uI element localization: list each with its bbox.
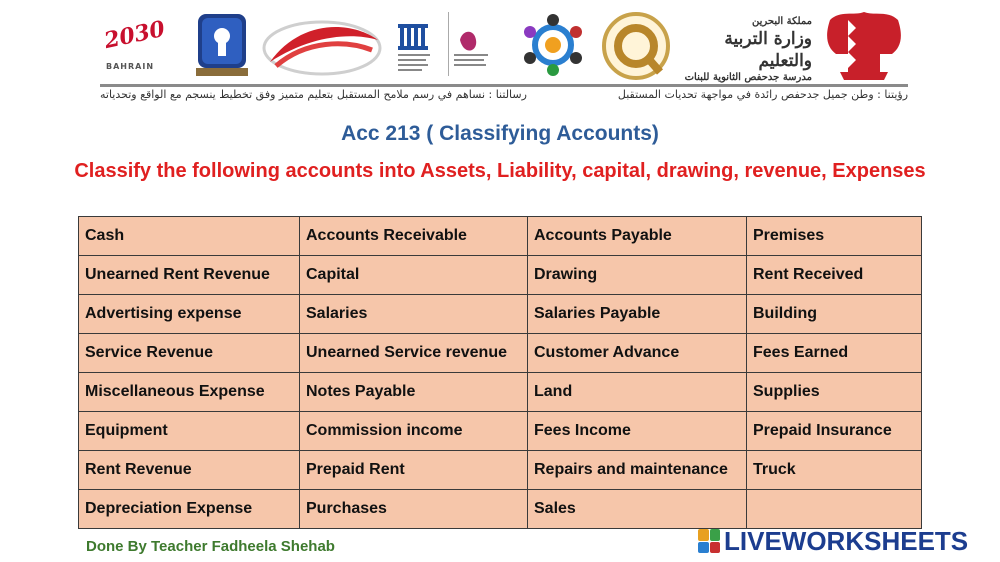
table-cell[interactable]: Notes Payable bbox=[300, 373, 528, 412]
table-cell[interactable]: Accounts Receivable bbox=[300, 217, 528, 256]
liveworksheets-brand[interactable] bbox=[698, 527, 968, 555]
table-row bbox=[79, 490, 922, 529]
table-cell[interactable]: Service Revenue bbox=[79, 334, 300, 373]
ministry-line-country: مملكة البحرين bbox=[751, 16, 812, 27]
table-cell[interactable]: Land bbox=[528, 373, 747, 412]
table-cell[interactable]: Building bbox=[747, 295, 922, 334]
table-cell[interactable]: Fees Income bbox=[528, 412, 747, 451]
liveworksheets-logo-icon bbox=[698, 529, 720, 553]
table-cell[interactable]: Commission income bbox=[300, 412, 528, 451]
table-cell[interactable]: Rent Received bbox=[747, 256, 922, 295]
table-cell[interactable]: Advertising expense bbox=[79, 295, 300, 334]
table-cell[interactable]: Equipment bbox=[79, 412, 300, 451]
instruction-text: Classify the following accounts into Assets, Liability, capital, drawing, revenue, Expenses bbox=[74, 160, 926, 182]
unesco-emblem-icon bbox=[390, 10, 502, 82]
table-cell[interactable]: Salaries bbox=[300, 295, 528, 334]
table-cell[interactable]: Repairs and maintenance bbox=[528, 451, 747, 490]
bahrain-crest-icon bbox=[820, 8, 908, 82]
table-row bbox=[79, 334, 922, 373]
ministry-line-ministry: وزارة التربية والتعليم bbox=[724, 29, 812, 71]
table-cell[interactable]: Prepaid Insurance bbox=[747, 412, 922, 451]
quality-award-icon bbox=[598, 10, 678, 82]
page-title: Acc 213 ( Classifying Accounts) bbox=[341, 122, 659, 145]
header-divider bbox=[100, 84, 908, 87]
mission-statement: رسالتنا : نساهم في رسم ملامح المستقبل بتعليم متميز وفق تخطيط ينسجم مع الواقع وتحدياته bbox=[100, 88, 527, 101]
table-cell[interactable]: Fees Earned bbox=[747, 334, 922, 373]
table-cell[interactable]: Customer Advance bbox=[528, 334, 747, 373]
logo-2030-country: BAHRAIN bbox=[106, 62, 155, 71]
accounts-table bbox=[78, 216, 922, 529]
table-cell[interactable]: Salaries Payable bbox=[528, 295, 747, 334]
liveworksheets-wordmark: LIVEWORKSHEETS bbox=[724, 525, 969, 556]
values-wheel-icon bbox=[518, 12, 588, 78]
table-cell[interactable]: Miscellaneous Expense bbox=[79, 373, 300, 412]
table-cell[interactable]: Accounts Payable bbox=[528, 217, 747, 256]
ministry-line-school: مدرسة جدحفص الثانوية للبنات bbox=[684, 72, 812, 83]
ministry-title bbox=[684, 16, 812, 83]
table-cell[interactable]: Purchases bbox=[300, 490, 528, 529]
swoosh-emblem-icon bbox=[260, 10, 384, 82]
table-cell[interactable]: Unearned Service revenue bbox=[300, 334, 528, 373]
logo-2030-year: 2030 bbox=[101, 15, 168, 55]
table-row bbox=[79, 217, 922, 256]
table-cell[interactable]: Capital bbox=[300, 256, 528, 295]
table-cell[interactable]: Sales bbox=[528, 490, 747, 529]
keyhole-emblem-icon bbox=[192, 12, 252, 78]
table-cell[interactable]: Rent Revenue bbox=[79, 451, 300, 490]
table-cell[interactable]: Drawing bbox=[528, 256, 747, 295]
bahrain-2030-logo bbox=[100, 15, 192, 78]
table-cell[interactable]: Depreciation Expense bbox=[79, 490, 300, 529]
table-row bbox=[79, 451, 922, 490]
table-cell[interactable]: Supplies bbox=[747, 373, 922, 412]
vision-statement: رؤيتنا : وطن جميل جدحفص رائدة في مواجهة تحديات المستقبل bbox=[617, 88, 908, 101]
table-row bbox=[79, 412, 922, 451]
table-row bbox=[79, 256, 922, 295]
table-row bbox=[79, 295, 922, 334]
table-row bbox=[79, 373, 922, 412]
table-cell[interactable]: Premises bbox=[747, 217, 922, 256]
teacher-credit: Done By Teacher Fadheela Shehab bbox=[86, 538, 335, 555]
table-cell[interactable]: Prepaid Rent bbox=[300, 451, 528, 490]
table-cell[interactable]: Unearned Rent Revenue bbox=[79, 256, 300, 295]
school-header bbox=[100, 6, 908, 110]
table-cell[interactable]: Truck bbox=[747, 451, 922, 490]
table-cell[interactable]: Cash bbox=[79, 217, 300, 256]
logo-strip bbox=[100, 6, 908, 82]
table-cell[interactable] bbox=[747, 490, 922, 529]
